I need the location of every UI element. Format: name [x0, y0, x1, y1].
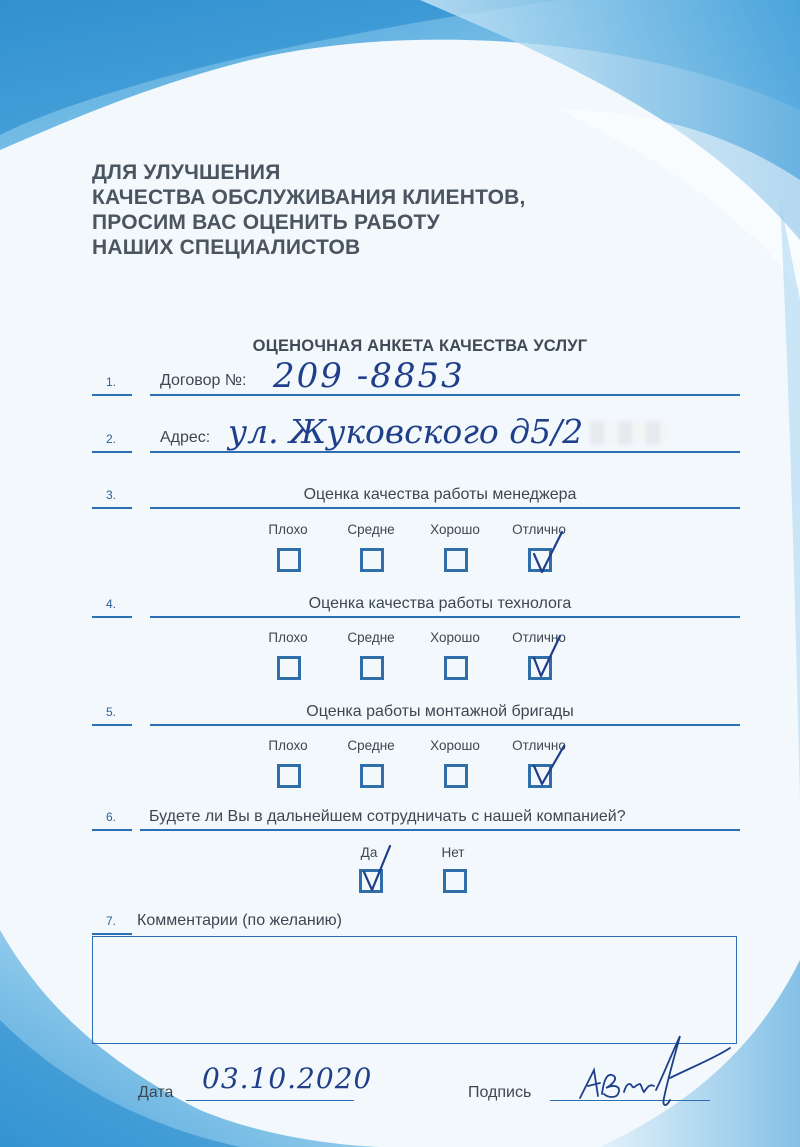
checkbox-installation-average[interactable]: [360, 764, 384, 788]
checkbox-technologist-good[interactable]: [444, 656, 468, 680]
number-underline: [92, 451, 132, 453]
check-mark-icon: [528, 528, 568, 576]
number-underline: [92, 724, 132, 726]
option-label: Отлично: [512, 630, 566, 645]
redacted-area: [590, 421, 670, 445]
option-label: Плохо: [268, 738, 308, 753]
option-label: Плохо: [268, 522, 308, 537]
checkbox-manager-bad[interactable]: [277, 548, 301, 572]
checkbox-technologist-bad[interactable]: [277, 656, 301, 680]
header-line: КАЧЕСТВА ОБСЛУЖИВАНИЯ КЛИЕНТОВ,: [92, 186, 526, 209]
option-label: Хорошо: [430, 738, 480, 753]
question-number: 1.: [106, 375, 117, 389]
page-header: [92, 160, 526, 260]
handwritten-signature: [570, 1028, 740, 1108]
contract-number-field[interactable]: 209 -8853: [273, 356, 465, 396]
check-mark-icon: [528, 630, 568, 680]
question-number: 3.: [106, 488, 117, 502]
option-label: Плохо: [268, 630, 308, 645]
question-cooperation: Будете ли Вы в дальнейшем сотрудничать с нашей компанией?: [149, 808, 626, 825]
signature-label: Подпись: [468, 1084, 532, 1101]
option-label: Средне: [347, 738, 395, 753]
checkbox-manager-average[interactable]: [360, 548, 384, 572]
checkbox-cooperation-no[interactable]: [443, 869, 467, 893]
header-line: НАШИХ СПЕЦИАЛИСТОВ: [92, 236, 361, 259]
date-field[interactable]: 03.10.2020: [202, 1062, 373, 1095]
header-line: ДЛЯ УЛУЧШЕНИЯ: [92, 161, 281, 184]
option-label: Хорошо: [430, 630, 480, 645]
option-label: Отлично: [512, 738, 566, 753]
question-installation: Оценка работы монтажной бригады: [306, 703, 574, 720]
option-label: Хорошо: [430, 522, 480, 537]
number-underline: [92, 616, 132, 618]
checkbox-technologist-average[interactable]: [360, 656, 384, 680]
form-title: ОЦЕНОЧНАЯ АНКЕТА КАЧЕСТВА УСЛУГ: [252, 337, 588, 355]
question-line: [150, 507, 740, 509]
number-underline: [92, 933, 132, 935]
option-label: Нет: [441, 845, 465, 860]
address-line: [150, 451, 740, 453]
comments-label: Комментарии (по желанию): [137, 912, 342, 929]
number-underline: [92, 394, 132, 396]
number-underline: [92, 507, 132, 509]
question-number: 5.: [106, 705, 117, 719]
question-line: [150, 724, 740, 726]
contract-label: Договор №:: [160, 372, 247, 389]
question-technologist: Оценка качества работы технолога: [308, 595, 572, 612]
check-mark-icon: [360, 842, 396, 894]
option-label: Средне: [347, 630, 395, 645]
checkbox-manager-good[interactable]: [444, 548, 468, 572]
option-label: Да: [360, 845, 378, 860]
number-underline: [92, 829, 132, 831]
option-label: Отлично: [512, 522, 566, 537]
question-manager: Оценка качества работы менеджера: [303, 486, 577, 503]
option-label: Средне: [347, 522, 395, 537]
question-number: 2.: [106, 432, 117, 446]
question-line: [140, 829, 740, 831]
address-field[interactable]: ул. Жуковского д5/2: [228, 412, 584, 451]
check-mark-icon: [528, 740, 572, 788]
address-label: Адрес:: [160, 429, 211, 446]
date-label: Дата: [138, 1084, 174, 1101]
question-number: 7.: [106, 914, 117, 928]
date-line: [186, 1100, 354, 1101]
question-number: 6.: [106, 810, 117, 824]
checkbox-installation-bad[interactable]: [277, 764, 301, 788]
question-line: [150, 616, 740, 618]
checkbox-installation-good[interactable]: [444, 764, 468, 788]
header-line: ПРОСИМ ВАС ОЦЕНИТЬ РАБОТУ: [92, 211, 440, 234]
question-number: 4.: [106, 597, 117, 611]
